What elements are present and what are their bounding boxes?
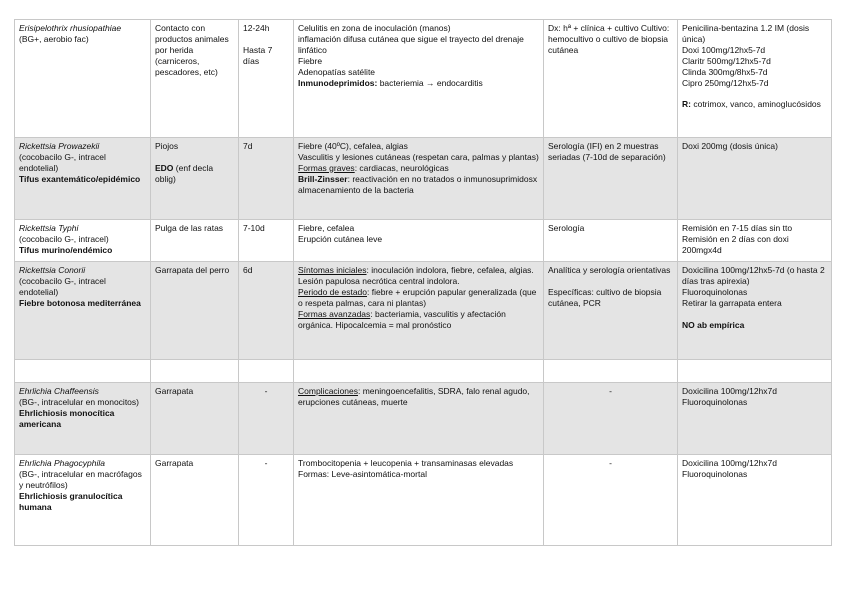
- tx-cell: [678, 20, 832, 138]
- tx-line: Clinda 300mg/8hx5-7d: [682, 66, 768, 77]
- clinic-cell: [294, 220, 544, 262]
- tx-line: Penicilina-bentazina 1.2 IM (dosis única): [682, 23, 810, 44]
- clinic-line: bacteriemia → endocarditis: [377, 77, 483, 88]
- clinic-line: Celulitis en zona de inoculación (manos): [298, 23, 451, 33]
- clinic-cell: [294, 383, 544, 455]
- extra-time: Hasta 7 días: [243, 44, 273, 66]
- agent-name: Ehrlichia Chaffeensis: [19, 386, 99, 396]
- dx-cell: -: [544, 383, 678, 455]
- agent-cell: [15, 455, 151, 546]
- contact-main: Piojos: [155, 141, 179, 151]
- dx-line: Analítica y serología orientativas: [548, 265, 671, 275]
- disease-name: Fiebre botonosa mediterránea: [19, 297, 141, 308]
- clinic-line: Fiebre (40ºC), cefalea, algias: [298, 141, 408, 151]
- dx-cell: Dx: hª + clínica + cultivo Cultivo: hemocultivo o cultivo de biopsia cutánea: [544, 20, 678, 138]
- empty-cell: [294, 360, 544, 383]
- tx-line: Fluoroquinolonas: [682, 396, 748, 407]
- tx-line: Doxicilina 100mg/12hx5-7d (o hasta 2 días tras apirexia): [682, 265, 825, 286]
- agent-cell: [15, 220, 151, 262]
- clinic-line: Fiebre: [298, 55, 323, 66]
- empty-cell: [544, 360, 678, 383]
- clinic-line: Fiebre, cefalea: [298, 223, 355, 233]
- agent-desc: (cocobacilo G-, intracel): [19, 233, 109, 244]
- clinic-line: : fiebre + erupción papular generalizada (que o respeta palmas, cara ni plantas): [298, 286, 537, 308]
- tx-line: Doxi 100mg/12hx5-7d: [682, 44, 766, 55]
- contact-cell: Garrapata: [151, 383, 239, 455]
- clinic-line: inflamación difusa cutánea que sigue el trayecto del drenaje linfático: [298, 33, 524, 55]
- agent-desc: (cocobacilo G-, intracel endotelial): [19, 151, 106, 173]
- tx-line: Doxicilina 100mg/12hx7d: [682, 386, 777, 396]
- zoonosis-table: [14, 19, 832, 546]
- tx-line: NO ab empírica: [682, 319, 745, 330]
- tx-line: Cipro 250mg/12hx5-7d: [682, 77, 769, 88]
- tx-label: R:: [682, 99, 691, 110]
- agent-name: Rickettsia Typhi: [19, 223, 79, 233]
- agent-cell: [15, 138, 151, 220]
- table-row: [15, 383, 832, 455]
- agent-cell: [15, 383, 151, 455]
- dx-cell: Serología (IFI) en 2 muestras seriadas (7-10d de separación): [544, 138, 678, 220]
- dx-line: Específicas: cultivo de biopsia cutánea, PCR: [548, 286, 662, 308]
- agent-name: Erisipelothrix rhusiopathiae: [19, 23, 122, 33]
- edo-label: EDO: [155, 162, 174, 173]
- clinic-line: Lesión papulosa necrótica central indolora.: [298, 275, 460, 286]
- tx-line: Fluoroquinolonas: [682, 286, 748, 297]
- clinic-label: Inmunodeprimidos:: [298, 77, 378, 88]
- contact-cell: Pulga de las ratas: [151, 220, 239, 262]
- disease-name: Ehrlichiosis monocítica americana: [19, 407, 115, 429]
- clinic-line: Trombocitopenia + leucopenia + transaminasas elevadas: [298, 458, 514, 468]
- clinic-label: Formas avanzadas: [298, 308, 371, 319]
- clinic-line: Adenopatías satélite: [298, 66, 376, 77]
- incubation-time: 12-24h: [243, 23, 270, 33]
- clinic-cell: [294, 262, 544, 360]
- tx-cell: [678, 262, 832, 360]
- tx-line: Retirar la garrapata entera: [682, 297, 782, 308]
- time-cell: -: [239, 455, 294, 546]
- clinic-line: Erupción cutánea leve: [298, 233, 383, 244]
- agent-desc: (cocobacilo G-, intracel endotelial): [19, 275, 106, 297]
- time-cell: 7d: [239, 138, 294, 220]
- disease-name: Tifus murino/endémico: [19, 244, 113, 255]
- clinic-cell: [294, 20, 544, 138]
- clinic-label: Brill-Zinsser: [298, 173, 348, 184]
- disease-name: Tifus exantemático/epidémico: [19, 173, 141, 184]
- empty-row: [15, 360, 832, 383]
- tx-cell: [678, 220, 832, 262]
- agent-name: Rickettsia Conorii: [19, 265, 86, 275]
- dx-cell: Serología: [544, 220, 678, 262]
- agent-desc: (BG-, intracelular en macrófagos y neutrófilos): [19, 468, 142, 490]
- agent-cell: [15, 20, 151, 138]
- clinic-label: Periodo de estado: [298, 286, 367, 297]
- clinic-label: Formas graves: [298, 162, 355, 173]
- clinic-line: : cardiacas, neurológicas: [354, 162, 449, 173]
- disease-name: Ehrlichiosis granulocítica humana: [19, 490, 123, 512]
- tx-line: Remisión en 2 días con doxi 200mgx4d: [682, 233, 789, 255]
- table-row: [15, 138, 832, 220]
- tx-cell: Doxi 200mg (dosis única): [678, 138, 832, 220]
- time-cell: [239, 20, 294, 138]
- tx-line: cotrimox, vanco, aminoglucósidos: [690, 99, 821, 110]
- clinic-line: Vasculitis y lesiones cutáneas (respetan cara, palmas y plantas): [298, 151, 539, 162]
- clinic-label: Síntomas iniciales: [298, 265, 367, 275]
- tx-cell: [678, 455, 832, 546]
- clinic-line: Formas: Leve-asintomática-mortal: [298, 468, 427, 479]
- time-cell: -: [239, 383, 294, 455]
- edo-text: (enf decla oblig): [155, 162, 214, 184]
- tx-line: Claritr 500mg/12hx5-7d: [682, 55, 771, 66]
- clinic-line: : bacteriamia, vasculitis y afectación orgánica. Hipocalcemia = mal pronóstico: [298, 308, 506, 330]
- tx-line: Doxicilina 100mg/12hx7d: [682, 458, 777, 468]
- clinic-label: Complicaciones: [298, 386, 358, 396]
- tx-cell: [678, 383, 832, 455]
- dx-cell: -: [544, 455, 678, 546]
- agent-desc: (BG-, intracelular en monocitos): [19, 396, 139, 407]
- table-row: [15, 262, 832, 360]
- table-row: [15, 220, 832, 262]
- clinic-cell: [294, 138, 544, 220]
- clinic-line: : reactivación en no tratados o inmunosuprimidosx almacenamiento de la bacteria: [298, 173, 538, 195]
- contact-cell: Garrapata: [151, 455, 239, 546]
- table-row: [15, 20, 832, 138]
- agent-cell: [15, 262, 151, 360]
- empty-cell: [151, 360, 239, 383]
- clinic-cell: [294, 455, 544, 546]
- dx-cell: [544, 262, 678, 360]
- contact-cell: [151, 138, 239, 220]
- agent-name: Rickettsia Prowazekii: [19, 141, 100, 151]
- empty-cell: [678, 360, 832, 383]
- agent-name: Ehrlichia Phagocyphila: [19, 458, 105, 468]
- time-cell: 6d: [239, 262, 294, 360]
- contact-cell: Garrapata del perro: [151, 262, 239, 360]
- contact-cell: Contacto con productos animales por herida (carniceros, pescadores, etc): [151, 20, 239, 138]
- agent-desc: (BG+, aerobio fac): [19, 33, 89, 44]
- time-cell: 7-10d: [239, 220, 294, 262]
- empty-cell: [15, 360, 151, 383]
- table-row: [15, 455, 832, 546]
- tx-line: Fluoroquinolonas: [682, 468, 748, 479]
- tx-line: Remisión en 7-15 días sin tto: [682, 223, 793, 233]
- empty-cell: [239, 360, 294, 383]
- clinic-line: : meningoencefalitis, SDRA, falo renal agudo, erupciones cutáneas, muerte: [298, 386, 530, 407]
- clinic-line: : inoculación indolora, fiebre, cefalea, algias.: [366, 265, 534, 275]
